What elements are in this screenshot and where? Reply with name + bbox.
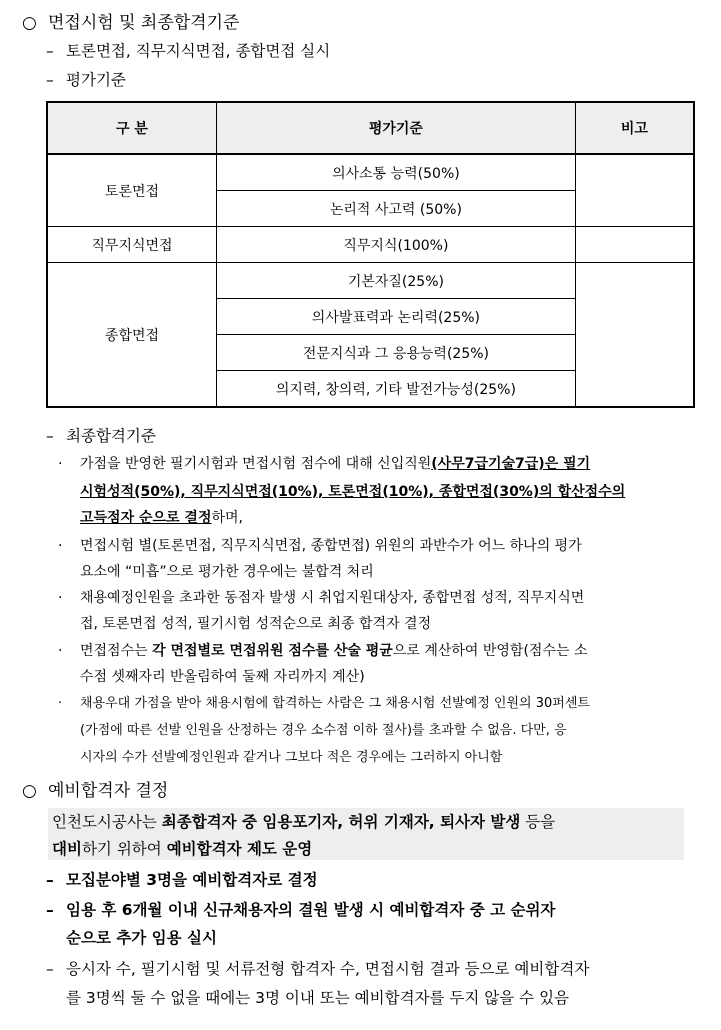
notice-line-2: 대비하기 위하여 예비합격자 제도 운영 bbox=[52, 840, 313, 858]
bullet-eval-criteria: – 평가기준 bbox=[46, 71, 126, 89]
final-item-5-line3: 시자의 수가 선발예정인원과 같거나 그보다 적은 경우에는 그러하지 아니함 bbox=[80, 750, 503, 765]
criteria-cell: 의사소통 능력(50%) bbox=[216, 154, 575, 191]
final-item-3: · 채용예정인원을 초과한 동점자 발생 시 취업지원대상자, 종합면접 성적, 직무지식면 bbox=[58, 590, 585, 606]
final-item-3-line2: 접, 토론면접 성적, 필기시험 성적순으로 최종 합격자 결정 bbox=[80, 616, 432, 632]
final-item-5: · 채용우대 가점을 받아 채용시험에 합격하는 사람은 그 채용시험 선발예정 인원의 30퍼센트 bbox=[58, 696, 590, 711]
dot-bullet-icon: · bbox=[58, 456, 63, 472]
header-criteria: 평가기준 bbox=[216, 102, 575, 154]
criteria-cell: 기본자질(25%) bbox=[216, 263, 575, 299]
remark-cell bbox=[575, 154, 694, 227]
criteria-cell: 논리적 사고력 (50%) bbox=[216, 191, 575, 227]
final-item-2-line2: 요소에 “미흡”으로 평가한 경우에는 불합격 처리 bbox=[80, 564, 374, 580]
final-item-1-emphasis: 고득점자 순으로 결정 bbox=[80, 510, 212, 526]
reserve-bullet-3-line2: 를 3명씩 둘 수 없을 때에는 3명 이내 또는 예비합격자를 두지 않을 수 있음 bbox=[66, 989, 570, 1007]
final-item-1: · 가점을 반영한 필기시험과 면접시험 점수에 대해 신입직원(사무7급기술7급)은 필기 bbox=[58, 456, 591, 472]
table-row bbox=[47, 227, 694, 263]
bullet-interview-types: – 토론면접, 직무지식면접, 종합면접 실시 bbox=[46, 42, 331, 60]
criteria-cell: 직무지식(100%) bbox=[216, 227, 575, 263]
dot-bullet-icon: · bbox=[58, 538, 63, 554]
circle-bullet-icon: ○ bbox=[22, 781, 37, 801]
final-item-1-line2: 시험성적(50%), 직무지식면접(10%), 토론면접(10%), 종합면접(30%)의 합산점수의 bbox=[80, 484, 626, 500]
final-item-4-line2: 수점 셋째자리 반올림하여 둘째 자리까지 계산) bbox=[80, 669, 365, 685]
final-item-4: · 면접점수는 각 면접별로 면접위원 점수를 산술 평균으로 계산하여 반영함(점수는 소 bbox=[58, 643, 588, 659]
dot-bullet-icon: · bbox=[58, 590, 63, 606]
row-label-discussion: 토론면접 bbox=[47, 154, 216, 227]
criteria-cell: 의사발표력과 논리력(25%) bbox=[216, 299, 575, 335]
reserve-bullet-3: – 응시자 수, 필기시험 및 서류전형 합격자 수, 면접시험 결과 등으로 예비합격자 bbox=[46, 960, 590, 978]
circle-bullet-icon: ○ bbox=[22, 13, 37, 33]
header-category: 구 분 bbox=[47, 102, 216, 154]
reserve-bullet-2-line2: 순으로 추가 임용 실시 bbox=[66, 929, 217, 947]
reserve-bullet-1: – 모집분야별 3명을 예비합격자로 결정 bbox=[46, 871, 318, 889]
evaluation-table bbox=[46, 101, 695, 408]
reserve-bullet-2: – 임용 후 6개월 이내 신규채용자의 결원 발생 시 예비합격자 중 고 순위자 bbox=[46, 901, 556, 919]
dash-bullet-icon: – bbox=[46, 960, 54, 978]
dot-bullet-icon: · bbox=[58, 696, 63, 711]
dash-bullet-icon: – bbox=[46, 901, 54, 919]
row-label-knowledge: 직무지식면접 bbox=[47, 227, 216, 263]
dash-bullet-icon: – bbox=[46, 42, 54, 60]
dot-bullet-icon: · bbox=[58, 643, 63, 659]
section-heading-reserve: ○ 예비합격자 결정 bbox=[22, 781, 169, 801]
notice-line-1: 인천도시공사는 최종합격자 중 임용포기자, 허위 기재자, 퇴사자 발생 등을 bbox=[52, 813, 556, 831]
table-header-row bbox=[47, 102, 694, 154]
final-item-2: · 면접시험 별(토론면접, 직무지식면접, 종합면접) 위원의 과반수가 어느 하나의 평가 bbox=[58, 538, 582, 554]
dash-bullet-icon: – bbox=[46, 427, 54, 445]
bullet-final-criteria: – 최종합격기준 bbox=[46, 427, 156, 445]
criteria-cell: 전문지식과 그 응용능력(25%) bbox=[216, 335, 575, 371]
final-item-5-line2: (가점에 따른 선발 인원을 산정하는 경우 소수점 이하 절사)를 초과할 수 없음. 다만, 응 bbox=[80, 723, 567, 738]
dash-bullet-icon: – bbox=[46, 71, 54, 89]
table-row bbox=[47, 263, 694, 299]
table-row bbox=[47, 154, 694, 191]
remark-cell bbox=[575, 227, 694, 263]
remark-cell bbox=[575, 263, 694, 408]
header-remark: 비고 bbox=[575, 102, 694, 154]
criteria-cell: 의지력, 창의력, 기타 발전가능성(25%) bbox=[216, 371, 575, 408]
section-heading-interview: ○ 면접시험 및 최종합격기준 bbox=[22, 13, 240, 33]
row-label-general: 종합면접 bbox=[47, 263, 216, 408]
dash-bullet-icon: – bbox=[46, 871, 54, 889]
